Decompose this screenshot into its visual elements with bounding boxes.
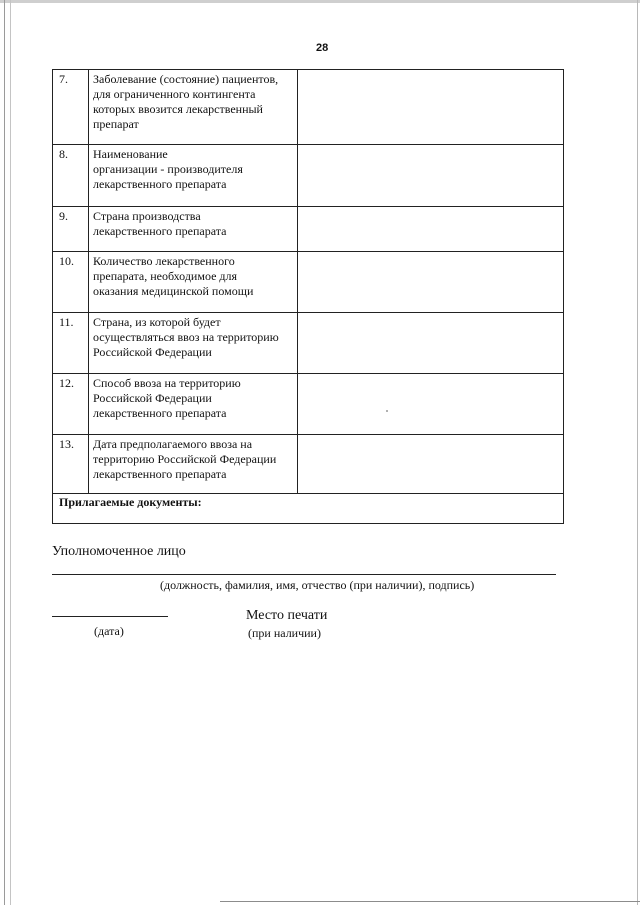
scan-speck bbox=[386, 410, 388, 412]
date-line[interactable] bbox=[52, 616, 168, 617]
row-label bbox=[89, 145, 298, 207]
scan-edge-bottom bbox=[220, 901, 640, 902]
row-value-field[interactable] bbox=[298, 252, 564, 313]
authorized-person-label: Уполномоченное лицо bbox=[52, 544, 186, 559]
signature-line[interactable] bbox=[52, 574, 556, 575]
seal-place-label: Место печати bbox=[246, 608, 328, 623]
scan-edge-left bbox=[4, 0, 5, 905]
row-label-text: Страна производства лекарственного препарата bbox=[93, 209, 227, 238]
row-value-field[interactable] bbox=[298, 145, 564, 207]
row-label-text: Страна, из которой будет осуществляться ввоз на территорию Российской Федерации bbox=[93, 315, 279, 359]
row-number: 13. bbox=[53, 435, 89, 494]
row-number: 12. bbox=[53, 374, 89, 435]
row-label-text: Количество лекарственного препарата, необходимое для оказания медицинской помощи bbox=[93, 254, 254, 298]
row-label bbox=[89, 70, 298, 145]
scan-edge-left-inner bbox=[10, 0, 11, 905]
row-value-field[interactable] bbox=[298, 313, 564, 374]
table-row bbox=[53, 252, 564, 313]
row-value-field[interactable] bbox=[298, 207, 564, 252]
table-row bbox=[53, 435, 564, 494]
attachments-row bbox=[53, 494, 564, 524]
table-row bbox=[53, 313, 564, 374]
row-label-text: Заболевание (состояние) пациентов, для ограниченного контингента которых ввозится лекарственный препарат bbox=[93, 72, 279, 131]
application-form-table bbox=[52, 69, 564, 524]
attachments-label: Прилагаемые документы: bbox=[53, 494, 564, 524]
row-value-field[interactable] bbox=[298, 70, 564, 145]
row-label bbox=[89, 313, 298, 374]
row-number: 8. bbox=[53, 145, 89, 207]
signature-caption: (должность, фамилия, имя, отчество (при наличии), подпись) bbox=[160, 578, 475, 592]
seal-caption: (при наличии) bbox=[248, 626, 321, 640]
row-value-field[interactable] bbox=[298, 374, 564, 435]
scan-edge-right bbox=[637, 0, 638, 905]
row-label-text: Дата предполагаемого ввоза на территорию Российской Федерации лекарственного препарата bbox=[93, 437, 277, 481]
row-value-field[interactable] bbox=[298, 435, 564, 494]
row-number: 11. bbox=[53, 313, 89, 374]
row-label bbox=[89, 207, 298, 252]
date-caption: (дата) bbox=[94, 624, 124, 638]
row-label bbox=[89, 374, 298, 435]
row-number: 10. bbox=[53, 252, 89, 313]
row-number: 7. bbox=[53, 70, 89, 145]
row-label bbox=[89, 435, 298, 494]
table-row bbox=[53, 145, 564, 207]
row-label-text: Наименование организации - производителя лекарственного препарата bbox=[93, 147, 243, 191]
page-number: 28 bbox=[316, 42, 329, 54]
scan-edge-top bbox=[0, 0, 640, 3]
table-row bbox=[53, 207, 564, 252]
table-row bbox=[53, 70, 564, 145]
row-label bbox=[89, 252, 298, 313]
table-row bbox=[53, 374, 564, 435]
row-number: 9. bbox=[53, 207, 89, 252]
row-label-text: Способ ввоза на территорию Российской Федерации лекарственного препарата bbox=[93, 376, 241, 420]
